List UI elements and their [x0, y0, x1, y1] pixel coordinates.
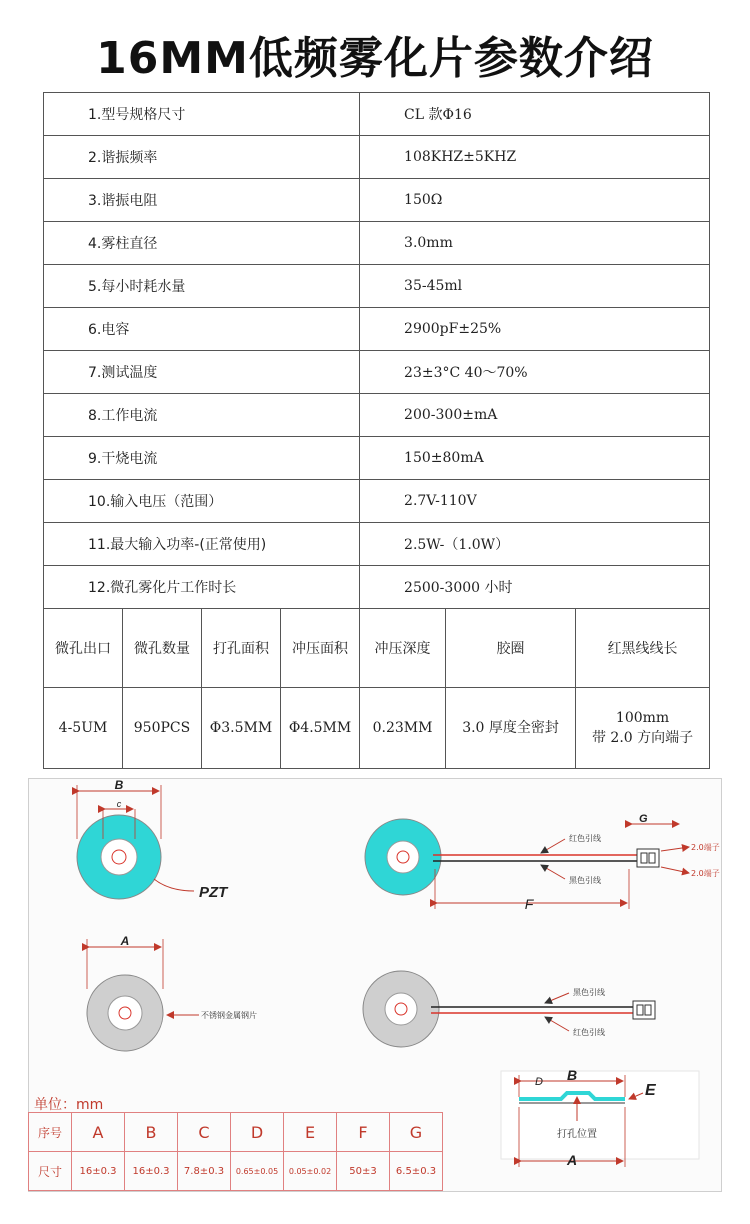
feature-value-row	[44, 688, 710, 769]
feature-header-row	[44, 609, 710, 688]
dim-header: E	[284, 1113, 337, 1152]
spec-value: 2.5W-（1.0W）	[360, 523, 710, 566]
wired-pzt-disc	[365, 813, 720, 912]
spec-row	[44, 265, 710, 308]
spec-row	[44, 566, 710, 609]
dim-header: G	[390, 1113, 443, 1152]
feature-value: Φ4.5MM	[281, 688, 360, 769]
spec-value: 35-45ml	[360, 265, 710, 308]
feature-header: 红黑线线长	[576, 609, 710, 688]
feature-header: 胶圈	[446, 609, 576, 688]
spec-row	[44, 136, 710, 179]
spec-row	[44, 222, 710, 265]
label-f: F	[524, 896, 534, 912]
dimension-table	[28, 1112, 443, 1191]
spec-label: 1.型号规格尺寸	[44, 93, 360, 136]
dim-value: 6.5±0.3	[390, 1152, 443, 1191]
feature-value: 0.23MM	[360, 688, 446, 769]
dim-header: B	[125, 1113, 178, 1152]
label-terminal-2: 2.0端子	[691, 869, 720, 878]
feature-header: 冲压面积	[281, 609, 360, 688]
feature-header: 微孔数量	[123, 609, 202, 688]
label-a: A	[120, 934, 130, 948]
feature-value: 3.0 厚度全密封	[446, 688, 576, 769]
spec-row	[44, 394, 710, 437]
spec-value: 23±3°C 40～70%	[360, 351, 710, 394]
spec-row	[44, 308, 710, 351]
spec-label: 9.干烧电流	[44, 437, 360, 480]
spec-label: 11.最大输入功率-(正常使用)	[44, 523, 360, 566]
spec-row	[44, 93, 710, 136]
spec-value: CL 款Φ16	[360, 93, 710, 136]
feature-header: 微孔出口	[44, 609, 123, 688]
spec-label: 6.电容	[44, 308, 360, 351]
page-title: 16MM低频雾化片参数介绍	[96, 33, 654, 84]
label-a-section: A	[566, 1152, 578, 1168]
spec-row	[44, 480, 710, 523]
label-g: G	[639, 813, 648, 825]
dim-value: 尺寸	[29, 1152, 72, 1191]
spec-label: 2.谐振频率	[44, 136, 360, 179]
spec-label: 3.谐振电阻	[44, 179, 360, 222]
metal-disc	[87, 934, 257, 1051]
spec-label: 10.输入电压（范围）	[44, 480, 360, 523]
feature-value: 4-5UM	[44, 688, 123, 769]
feature-value: Φ3.5MM	[202, 688, 281, 769]
label-pzt: PZT	[199, 884, 228, 901]
dimension-value-row	[29, 1152, 443, 1191]
spec-label: 4.雾柱直径	[44, 222, 360, 265]
spec-value: 3.0mm	[360, 222, 710, 265]
feature-header: 冲压深度	[360, 609, 446, 688]
unit-label: 单位：mm	[34, 1097, 104, 1113]
spec-row	[44, 351, 710, 394]
dim-value: 16±0.3	[125, 1152, 178, 1191]
dimension-header-row	[29, 1113, 443, 1152]
spec-value: 200-300±mA	[360, 394, 710, 437]
label-black-wire-2: 黑色引线	[573, 988, 605, 997]
spec-value: 150Ω	[360, 179, 710, 222]
spec-label: 5.每小时耗水量	[44, 265, 360, 308]
wire-length-line1: 100mm	[615, 710, 670, 726]
wire-length-value	[576, 688, 710, 769]
spec-value: 108KHZ±5KHZ	[360, 136, 710, 179]
label-d: D	[535, 1076, 543, 1088]
label-red-wire: 红色引线	[569, 834, 601, 843]
svg-text:c: c	[116, 799, 122, 809]
dim-header: C	[178, 1113, 231, 1152]
spec-value: 2.7V-110V	[360, 480, 710, 523]
label-stainless: 不锈钢金属钢片	[201, 1011, 257, 1020]
label-b-section: B	[566, 1067, 578, 1083]
spec-row	[44, 179, 710, 222]
dim-value: 7.8±0.3	[178, 1152, 231, 1191]
spec-label: 8.工作电流	[44, 394, 360, 437]
wire-length-line2: 带 2.0 方向端子	[591, 730, 694, 746]
label-b: B	[114, 779, 124, 792]
spec-table	[43, 92, 710, 769]
feature-header: 打孔面积	[202, 609, 281, 688]
dim-value: 16±0.3	[72, 1152, 125, 1191]
label-hole-pos: 打孔位置	[557, 1129, 597, 1140]
label-black-wire: 黑色引线	[569, 876, 601, 885]
dim-value: 50±3	[337, 1152, 390, 1191]
label-red-wire-2: 红色引线	[573, 1028, 605, 1037]
spec-value: 2500-3000 小时	[360, 566, 710, 609]
pzt-disc	[77, 779, 229, 901]
spec-value: 150±80mA	[360, 437, 710, 480]
spec-row	[44, 523, 710, 566]
dim-value: 0.65±0.05	[231, 1152, 284, 1191]
spec-row	[44, 437, 710, 480]
label-terminal-1: 2.0端子	[691, 843, 720, 852]
dim-header: F	[337, 1113, 390, 1152]
dim-header: D	[231, 1113, 284, 1152]
dim-header: 序号	[29, 1113, 72, 1152]
dim-header: A	[72, 1113, 125, 1152]
label-e: E	[645, 1082, 656, 1099]
dim-value: 0.05±0.02	[284, 1152, 337, 1191]
spec-label: 12.微孔雾化片工作时长	[44, 566, 360, 609]
cross-section	[501, 1067, 699, 1168]
feature-value: 950PCS	[123, 688, 202, 769]
spec-value: 2900pF±25%	[360, 308, 710, 351]
wired-metal-disc	[363, 971, 655, 1047]
spec-label: 7.测试温度	[44, 351, 360, 394]
